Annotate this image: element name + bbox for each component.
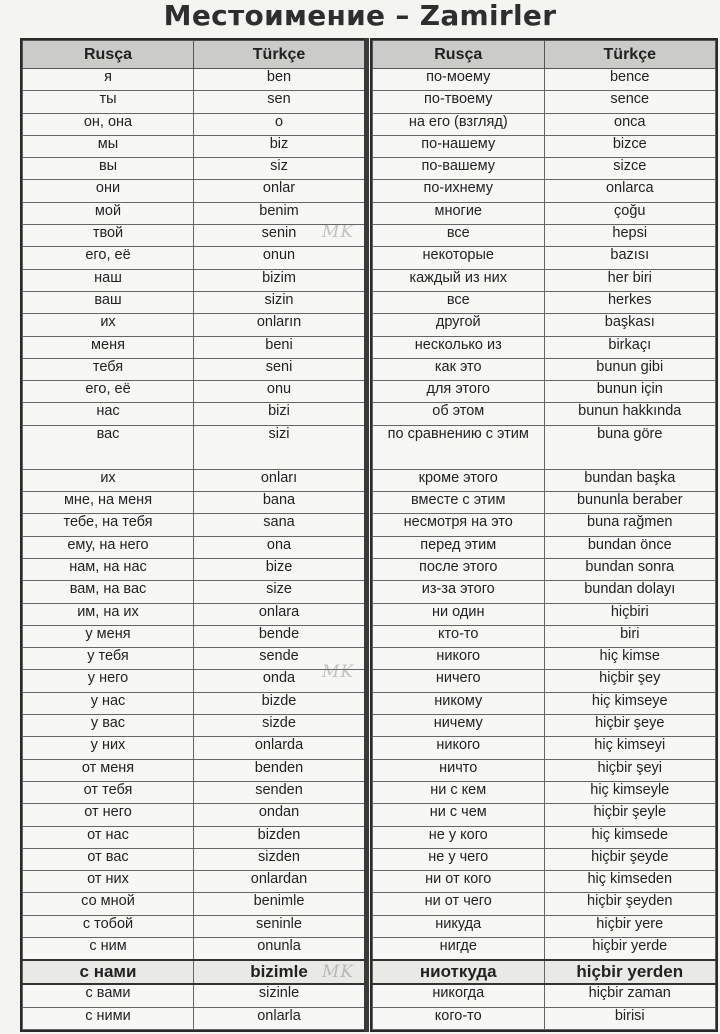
table-row	[23, 871, 365, 893]
table-header-row	[23, 41, 365, 69]
russian-cell: никого	[373, 648, 545, 670]
turkish-cell: beni	[194, 336, 365, 358]
turkish-cell: onunla	[194, 937, 365, 960]
turkish-cell: sence	[544, 91, 716, 113]
table-row	[23, 291, 365, 313]
turkish-cell: bizim	[194, 269, 365, 291]
russian-cell: они	[23, 180, 194, 202]
russian-cell: у них	[23, 737, 194, 759]
russian-cell: многие	[373, 202, 545, 224]
turkish-cell: benim	[194, 202, 365, 224]
left-pronoun-table	[20, 38, 367, 1032]
table-row	[23, 469, 365, 491]
russian-cell: несколько из	[373, 336, 545, 358]
turkish-cell: hiçbir yerden	[544, 960, 716, 984]
column-header-turkish: Türkçe	[544, 41, 716, 69]
russian-cell: наш	[23, 269, 194, 291]
table-row	[23, 759, 365, 781]
table-row	[373, 514, 716, 536]
turkish-cell: sizden	[194, 848, 365, 870]
table-row	[373, 603, 716, 625]
table-row	[373, 893, 716, 915]
russian-cell: никого	[373, 737, 545, 759]
russian-cell: нас	[23, 403, 194, 425]
russian-cell: после этого	[373, 558, 545, 580]
table-row	[23, 893, 365, 915]
turkish-cell: bizimle	[194, 960, 365, 984]
turkish-cell: birisi	[544, 1007, 716, 1030]
turkish-cell: hiçbir zaman	[544, 984, 716, 1007]
turkish-cell: onca	[544, 113, 716, 135]
russian-cell: некоторые	[373, 247, 545, 269]
russian-cell: им, на их	[23, 603, 194, 625]
table-row	[373, 425, 716, 469]
russian-cell: ничто	[373, 759, 545, 781]
russian-cell: их	[23, 469, 194, 491]
table-row	[23, 158, 365, 180]
russian-cell: ты	[23, 91, 194, 113]
turkish-cell: sizinle	[194, 984, 365, 1007]
russian-cell: ему, на него	[23, 536, 194, 558]
turkish-cell: hiç kimseyi	[544, 737, 716, 759]
turkish-cell: hiçbir yerde	[544, 937, 716, 960]
turkish-cell: hepsi	[544, 225, 716, 247]
russian-cell: нам, на нас	[23, 558, 194, 580]
russian-cell: ни один	[373, 603, 545, 625]
table-row	[373, 692, 716, 714]
russian-cell: с вами	[23, 984, 194, 1007]
turkish-cell: benden	[194, 759, 365, 781]
turkish-cell: başkası	[544, 314, 716, 336]
turkish-cell: onlarla	[194, 1007, 365, 1030]
watermark-logo: MK	[322, 962, 355, 982]
column-divider	[364, 38, 369, 1032]
table-row	[23, 715, 365, 737]
turkish-cell: sizi	[194, 425, 365, 469]
table-row	[373, 492, 716, 514]
turkish-cell: seninle	[194, 915, 365, 937]
russian-cell: другой	[373, 314, 545, 336]
turkish-cell: sizde	[194, 715, 365, 737]
russian-cell: твой	[23, 225, 194, 247]
turkish-cell: hiçbir şeye	[544, 715, 716, 737]
table-row	[23, 781, 365, 803]
turkish-cell: hiçbir şeyi	[544, 759, 716, 781]
turkish-cell: hiçbir yere	[544, 915, 716, 937]
turkish-cell: o	[194, 113, 365, 135]
russian-cell: с ними	[23, 1007, 194, 1030]
table-row	[373, 91, 716, 113]
turkish-cell: hiç kimse	[544, 648, 716, 670]
table-row	[373, 937, 716, 960]
russian-cell: он, она	[23, 113, 194, 135]
russian-cell: мне, на меня	[23, 492, 194, 514]
russian-cell: мы	[23, 135, 194, 157]
turkish-cell: bence	[544, 69, 716, 91]
russian-cell: по-твоему	[373, 91, 545, 113]
russian-cell: кто-то	[373, 625, 545, 647]
russian-cell: по-ихнему	[373, 180, 545, 202]
table-row	[373, 336, 716, 358]
russian-cell: от меня	[23, 759, 194, 781]
russian-cell: вам, на вас	[23, 581, 194, 603]
turkish-cell: onlara	[194, 603, 365, 625]
table-row	[373, 269, 716, 291]
turkish-cell: ondan	[194, 804, 365, 826]
table-row	[373, 69, 716, 91]
table-row	[23, 848, 365, 870]
turkish-cell: onlarca	[544, 180, 716, 202]
russian-cell: об этом	[373, 403, 545, 425]
russian-cell: ни с кем	[373, 781, 545, 803]
turkish-cell: ona	[194, 536, 365, 558]
russian-cell: его, её	[23, 381, 194, 403]
table-row	[373, 113, 716, 135]
table-row	[23, 670, 365, 692]
russian-cell: нигде	[373, 937, 545, 960]
russian-cell: с нами	[23, 960, 194, 984]
turkish-cell: senden	[194, 781, 365, 803]
turkish-cell: hiçbir şeyle	[544, 804, 716, 826]
table-row	[373, 225, 716, 247]
turkish-cell: seni	[194, 358, 365, 380]
russian-cell: от нас	[23, 826, 194, 848]
russian-cell: кроме этого	[373, 469, 545, 491]
table-row	[373, 781, 716, 803]
table-row	[23, 960, 365, 984]
table-header-row	[373, 41, 716, 69]
turkish-cell: bundan başka	[544, 469, 716, 491]
russian-cell: мой	[23, 202, 194, 224]
russian-cell: вы	[23, 158, 194, 180]
table-row	[373, 403, 716, 425]
russian-cell: ни с чем	[373, 804, 545, 826]
table-row	[373, 960, 716, 984]
russian-cell: у вас	[23, 715, 194, 737]
turkish-cell: birkaçı	[544, 336, 716, 358]
turkish-cell: sizin	[194, 291, 365, 313]
turkish-cell: bununla beraber	[544, 492, 716, 514]
turkish-cell: bazısı	[544, 247, 716, 269]
table-row	[373, 536, 716, 558]
table-row	[23, 269, 365, 291]
turkish-cell: hiçbir şey	[544, 670, 716, 692]
table-row	[23, 737, 365, 759]
table-row	[23, 937, 365, 960]
turkish-cell: onun	[194, 247, 365, 269]
turkish-cell: hiçbir şeyden	[544, 893, 716, 915]
table-row	[23, 492, 365, 514]
turkish-cell: hiçbir şeyde	[544, 848, 716, 870]
table-row	[23, 314, 365, 336]
russian-cell: от тебя	[23, 781, 194, 803]
turkish-cell: bundan sonra	[544, 558, 716, 580]
table-row	[373, 558, 716, 580]
russian-cell: ваш	[23, 291, 194, 313]
table-row	[23, 603, 365, 625]
table-row	[23, 625, 365, 647]
turkish-cell: bundan dolayı	[544, 581, 716, 603]
table-row	[373, 180, 716, 202]
turkish-cell: ben	[194, 69, 365, 91]
turkish-cell: hiç kimseyle	[544, 781, 716, 803]
table-row	[373, 984, 716, 1007]
russian-cell: перед этим	[373, 536, 545, 558]
table-row	[373, 826, 716, 848]
table-row	[23, 180, 365, 202]
table-row	[373, 648, 716, 670]
turkish-cell: bizden	[194, 826, 365, 848]
table-row	[23, 113, 365, 135]
russian-cell: тебя	[23, 358, 194, 380]
russian-cell: все	[373, 291, 545, 313]
russian-cell: каждый из них	[373, 269, 545, 291]
turkish-cell: bizce	[544, 135, 716, 157]
turkish-cell: buna rağmen	[544, 514, 716, 536]
table-row	[373, 381, 716, 403]
table-row	[23, 202, 365, 224]
turkish-cell: bizde	[194, 692, 365, 714]
table-row	[373, 314, 716, 336]
table-row	[23, 403, 365, 425]
russian-cell: его, её	[23, 247, 194, 269]
turkish-cell: bana	[194, 492, 365, 514]
russian-cell: как это	[373, 358, 545, 380]
table-row	[373, 715, 716, 737]
table-row	[23, 336, 365, 358]
russian-cell: у нас	[23, 692, 194, 714]
turkish-cell: sen	[194, 91, 365, 113]
russian-cell: со мной	[23, 893, 194, 915]
turkish-cell: bundan önce	[544, 536, 716, 558]
russian-cell: у меня	[23, 625, 194, 647]
table-row	[373, 581, 716, 603]
table-row	[23, 381, 365, 403]
table-row	[373, 759, 716, 781]
table-row	[23, 558, 365, 580]
turkish-cell: onları	[194, 469, 365, 491]
table-row	[23, 91, 365, 113]
russian-cell: по сравнению с этим	[373, 425, 545, 469]
table-row	[23, 826, 365, 848]
russian-cell: не у чего	[373, 848, 545, 870]
table-row	[373, 135, 716, 157]
table-row	[373, 358, 716, 380]
turkish-cell: onlar	[194, 180, 365, 202]
turkish-cell: çoğu	[544, 202, 716, 224]
turkish-cell: senin	[194, 225, 365, 247]
column-header-turkish: Türkçe	[194, 41, 365, 69]
russian-cell: из-за этого	[373, 581, 545, 603]
turkish-cell: sana	[194, 514, 365, 536]
turkish-cell: hiç kimsede	[544, 826, 716, 848]
turkish-cell: bunun gibi	[544, 358, 716, 380]
turkish-cell: onların	[194, 314, 365, 336]
turkish-cell: buna göre	[544, 425, 716, 469]
russian-cell: несмотря на это	[373, 514, 545, 536]
turkish-cell: size	[194, 581, 365, 603]
table-row	[23, 358, 365, 380]
turkish-cell: onlarda	[194, 737, 365, 759]
table-row	[373, 670, 716, 692]
table-row	[373, 469, 716, 491]
turkish-cell: herkes	[544, 291, 716, 313]
russian-cell: от вас	[23, 848, 194, 870]
turkish-cell: biri	[544, 625, 716, 647]
russian-cell: все	[373, 225, 545, 247]
table-row	[373, 915, 716, 937]
russian-cell: на его (взгляд)	[373, 113, 545, 135]
table-row	[23, 1007, 365, 1030]
russian-cell: у тебя	[23, 648, 194, 670]
turkish-cell: siz	[194, 158, 365, 180]
table-row	[373, 247, 716, 269]
page-title: Местоимение – Zamirler	[163, 0, 557, 32]
turkish-cell: bende	[194, 625, 365, 647]
table-row	[23, 536, 365, 558]
table-row	[23, 247, 365, 269]
table-row	[23, 135, 365, 157]
table-row	[373, 291, 716, 313]
table-row	[373, 804, 716, 826]
russian-cell: вас	[23, 425, 194, 469]
turkish-cell: onlardan	[194, 871, 365, 893]
turkish-cell: bize	[194, 558, 365, 580]
russian-cell: ниоткуда	[373, 960, 545, 984]
russian-cell: тебе, на тебя	[23, 514, 194, 536]
table-row	[23, 581, 365, 603]
table-row	[23, 915, 365, 937]
right-pronoun-table	[370, 38, 718, 1032]
table-row	[373, 158, 716, 180]
column-header-russian: Rusça	[23, 41, 194, 69]
russian-cell: по-моему	[373, 69, 545, 91]
turkish-cell: bizi	[194, 403, 365, 425]
column-header-russian: Rusça	[373, 41, 545, 69]
turkish-cell: bunun hakkında	[544, 403, 716, 425]
russian-cell: ничего	[373, 670, 545, 692]
russian-cell: с тобой	[23, 915, 194, 937]
russian-cell: от него	[23, 804, 194, 826]
russian-cell: ничему	[373, 715, 545, 737]
russian-cell: ни от кого	[373, 871, 545, 893]
turkish-cell: hiç kimseye	[544, 692, 716, 714]
table-row	[23, 984, 365, 1007]
russian-cell: с ним	[23, 937, 194, 960]
russian-cell: никому	[373, 692, 545, 714]
turkish-cell: sizce	[544, 158, 716, 180]
table-row	[373, 202, 716, 224]
table-row	[23, 69, 365, 91]
table-row	[373, 1007, 716, 1030]
russian-cell: кого-то	[373, 1007, 545, 1030]
russian-cell: ни от чего	[373, 893, 545, 915]
turkish-cell: onu	[194, 381, 365, 403]
russian-cell: для этого	[373, 381, 545, 403]
russian-cell: не у кого	[373, 826, 545, 848]
turkish-cell: her biri	[544, 269, 716, 291]
watermark-logo: MK	[322, 222, 355, 242]
russian-cell: их	[23, 314, 194, 336]
table-row	[373, 871, 716, 893]
table-row	[23, 225, 365, 247]
russian-cell: меня	[23, 336, 194, 358]
turkish-cell: benimle	[194, 893, 365, 915]
watermark-logo: MK	[322, 662, 355, 682]
russian-cell: вместе с этим	[373, 492, 545, 514]
russian-cell: по-вашему	[373, 158, 545, 180]
russian-cell: по-нашему	[373, 135, 545, 157]
russian-cell: никогда	[373, 984, 545, 1007]
table-row	[23, 514, 365, 536]
russian-cell: никуда	[373, 915, 545, 937]
turkish-cell: biz	[194, 135, 365, 157]
table-row	[373, 737, 716, 759]
turkish-cell: bunun için	[544, 381, 716, 403]
table-row	[373, 625, 716, 647]
russian-cell: я	[23, 69, 194, 91]
russian-cell: у него	[23, 670, 194, 692]
table-row	[23, 425, 365, 469]
russian-cell: от них	[23, 871, 194, 893]
table-row	[373, 848, 716, 870]
table-row	[23, 692, 365, 714]
turkish-cell: onda	[194, 670, 365, 692]
table-row	[23, 804, 365, 826]
turkish-cell: hiçbiri	[544, 603, 716, 625]
turkish-cell: sende	[194, 648, 365, 670]
table-row	[23, 648, 365, 670]
turkish-cell: hiç kimseden	[544, 871, 716, 893]
